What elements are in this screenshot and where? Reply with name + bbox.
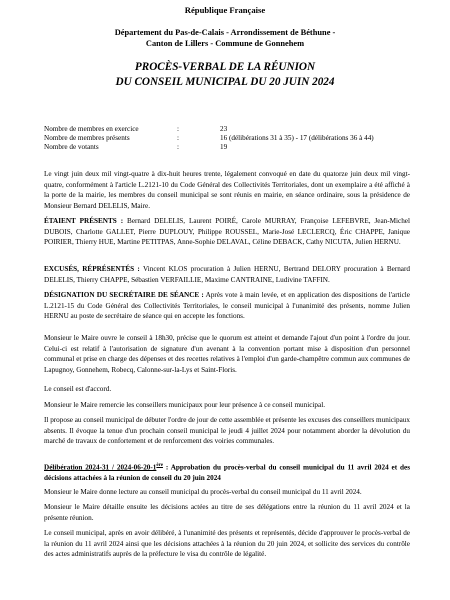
present-label: ÉTAIENT PRÉSENTS : bbox=[44, 217, 124, 225]
deliberation-heading bbox=[44, 461, 410, 484]
deliberation-paragraph-3: Le conseil municipal, après en avoir délibéré, à l'unanimité des présents et représentés, décide d'approuver le procès-verbal de la réunion du 11 avril 2024 ainsi que les décisions attachées à la réunion du 20 juin 2024, et sollicite des services du contrôle des actes administratifs auprès de la préfecture le visa du contrôle de légalité. bbox=[44, 529, 410, 559]
excused-paragraph bbox=[44, 264, 410, 285]
canton-line: Canton de Lillers - Commune de Gonnehem bbox=[145, 39, 305, 48]
stat-sep: : bbox=[177, 134, 179, 142]
deliberation-ref: Délibération 2024-31 / 2024-06-20-1 bbox=[44, 463, 157, 472]
opening-paragraph: Monsieur le Maire ouvre le conseil à 18h30, précise que le quorum est atteint et demande l'ajout d'un point à l'ordre du jour. Celui-ci est relatif à l'autorisation de signature d'un avenant à la convention portant mise à disposition d'un personnel communal et prise en charge des dépenses et des recettes relatives à l'emploi d'un garde-champêtre commun aux communes de Lapugnoy, Gonnehem, Robecq, Calonne-sur-la-Lys et Saint-Floris. bbox=[44, 334, 410, 374]
deliberation-paragraph-1: Monsieur le Maire donne lecture au conseil municipal du procès-verbal du conseil municipal du 11 avril 2024. bbox=[44, 488, 362, 496]
deliberation-ref-sup: ère bbox=[156, 463, 163, 468]
present-names: Bernard DELELIS, Laurent POIRÉ, Carole MURRAY, Françoise LEFEBVRE, Jean-Michel DUBOIS, Charlotte GALLET, Pierre DUPLOUY, Philippe ROUSSEL, Marie-José LECLERCQ, Éric CHAPPE, Janique POIRIER, Thierry HUE, Martine PETITPAS, Anne-Sophie DELAVAL, Céline DEBACK, Cathy NICUTA, Julien HERNU. bbox=[44, 217, 410, 247]
secretary-label: DÉSIGNATION DU SECRÉTAIRE DE SÉANCE : bbox=[44, 291, 204, 299]
intro-paragraph: Le vingt juin deux mil vingt-quatre à dix-huit heures trente, légalement convoqué en date du quatorze juin deux mil vingt-quatre, conformément à l'article L.2121-10 du Code Général des Collectivités Territoriales, dont un exemplaire a été affiché à la porte de la mairie, les membres du conseil municipal se sont réunis en mairie, en séance ordinaire, sous la présidence de Monsieur Bernard DELELIS, Maire. bbox=[44, 170, 410, 210]
stat-sep: : bbox=[177, 143, 179, 151]
stat-value: 19 bbox=[220, 143, 228, 151]
stat-label: Nombre de membres présents bbox=[44, 134, 130, 142]
department-line: Département du Pas-de-Calais - Arrondissement de Béthune - bbox=[114, 28, 336, 37]
secretary-text: Après vote à main levée, et en application des dispositions de l'article L.2121-15 du Code Général des Collectivités Territoriales, le conseil municipal à l'unanimité des présents, nomme Julien HERNU au poste de secrétaire de séance qui en accepte les fonctions. bbox=[44, 291, 410, 321]
agreement-paragraph: Le conseil est d'accord. bbox=[44, 385, 112, 393]
title-line-1: PROCÈS-VERBAL DE LA RÉUNION bbox=[134, 61, 316, 73]
deliberation-title: : Approbation du procès-verbal du conseil municipal du 11 avril 2024 et des décisions attachées à la réunion de conseil du 20 juin 2024 bbox=[44, 463, 410, 482]
stat-value: 16 (délibérations 31 à 35) - 17 (délibérations 36 à 44) bbox=[220, 134, 374, 142]
deliberation-paragraph-2: Monsieur le Maire détaille ensuite les décisions actées au titre de ses délégations entre la réunion du 11 avril 2024 et la présente réunion. bbox=[44, 503, 410, 522]
stat-value: 23 bbox=[220, 125, 228, 133]
secretary-paragraph bbox=[44, 290, 410, 322]
stat-label: Nombre de votants bbox=[44, 143, 99, 151]
present-paragraph bbox=[44, 216, 410, 248]
excused-names: Vincent KLOS procuration à Julien HERNU, Bertrand DELORY procuration à Bernard DELELIS, Thierry CHAPPE, Sébastien VERFAILLIE, Maxime CANTRAINE, Ludivine TAFFIN. bbox=[44, 265, 410, 284]
excused-label: EXCUSÉS, RÉPRÉSENTÉS : bbox=[44, 265, 140, 273]
stat-label: Nombre de membres en exercice bbox=[44, 125, 139, 133]
republic-heading: République Française bbox=[184, 5, 266, 15]
proposal-paragraph: Il propose au conseil municipal de débuter l'ordre de jour de cette assemblée et présente les excuses des conseillers municipaux absents. Il évoque la tenue d'un prochain conseil municipal le jeudi 4 juillet 2024 pour notamment aborder la dévolution du marché de travaux de confortement et de renforcement des voiries communales. bbox=[44, 416, 410, 446]
thanks-paragraph: Monsieur le Maire remercie les conseillers municipaux pour leur présence à ce conseil municipal. bbox=[44, 401, 326, 409]
stat-sep: : bbox=[177, 125, 179, 133]
title-line-2: DU CONSEIL MUNICIPAL DU 20 JUIN 2024 bbox=[115, 76, 335, 88]
